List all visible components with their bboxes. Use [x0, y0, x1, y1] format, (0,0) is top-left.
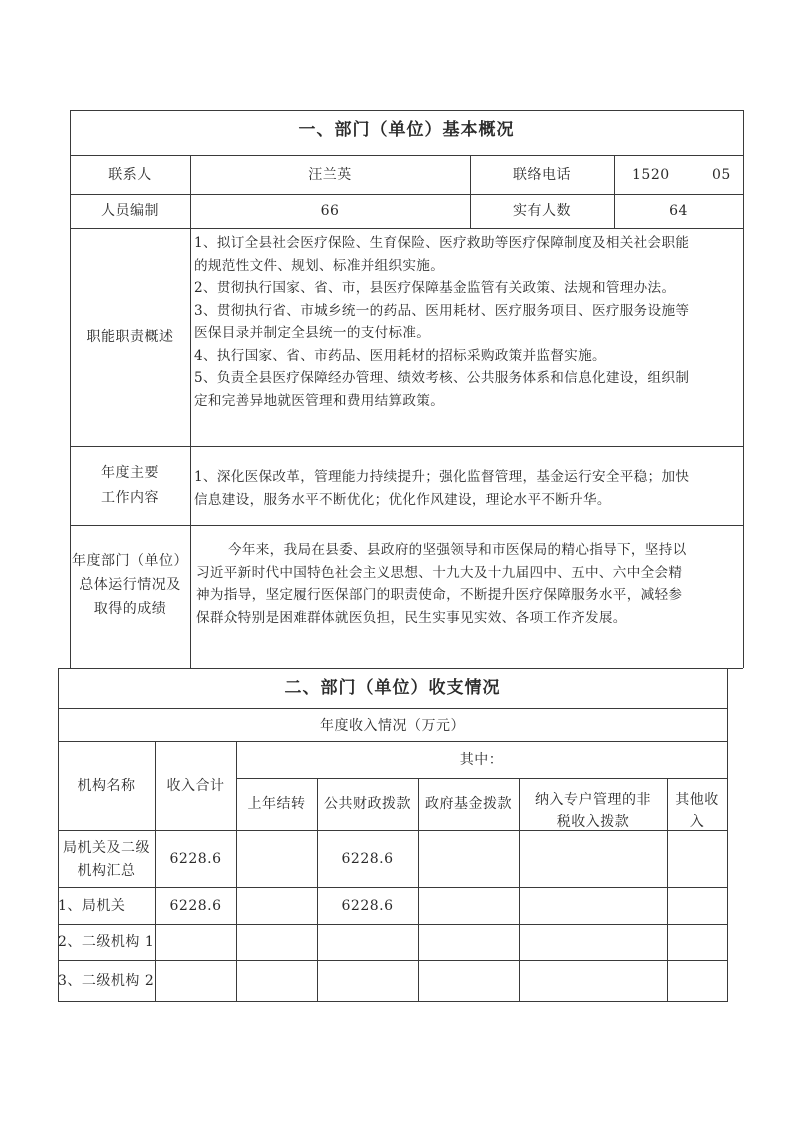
- contact-name: 汪兰英: [308, 166, 352, 183]
- section2-subtitle: 年度收入情况（万元）: [320, 718, 465, 734]
- header-of-which: 其中：: [459, 751, 504, 768]
- annual-work-label: 工作内容: [101, 490, 159, 506]
- header-gov-fund: 政府基金拨款: [425, 796, 512, 812]
- row-total: 6228.6: [169, 897, 222, 914]
- rule-col: [667, 778, 668, 1001]
- overall-text: [196, 539, 687, 629]
- header-prev-balance: 上年结转: [247, 796, 306, 812]
- phone-value: 1520: [632, 167, 670, 183]
- row-public-finance: 6228.6: [341, 850, 394, 867]
- rule: [58, 960, 727, 961]
- section2-title: 二、部门（单位）收支情况: [284, 678, 501, 698]
- header-public-finance: 公共财政拨款: [324, 796, 411, 812]
- row-name: 2、二级机构 1: [58, 934, 155, 950]
- duties-line: 定和完善异地就医管理和费用结算政策。: [194, 392, 445, 409]
- duties-line: 5、负责全县医疗保障经办管理、绩效考核、公共服务体系和信息化建设，组织制: [194, 370, 690, 386]
- rule-bottom: [58, 1001, 727, 1002]
- overall-label: 年度部门（单位）: [72, 553, 188, 569]
- header-org-name: 机构名称: [77, 777, 136, 794]
- overall-line: 保群众特别是困难群体就医负担，民生实事见实效、各项工作齐发展。: [196, 609, 627, 626]
- contact-label: 联系人: [108, 166, 152, 183]
- rule-col: [519, 778, 520, 1001]
- overall-line: 习近平新时代中国特色社会主义思想、十九大及十九届四中、五中、六中全会精: [196, 564, 683, 581]
- duties-line: 的规范性文件、规划、标准并组织实施。: [194, 257, 445, 274]
- header-other: 其他收: [675, 792, 719, 808]
- actual-value: 64: [669, 203, 688, 219]
- rule: [70, 446, 743, 447]
- row-name: 1、局机关: [58, 897, 126, 914]
- row-name: 机构汇总: [77, 863, 136, 879]
- row-public-finance: 6228.6: [341, 897, 394, 914]
- rule: [58, 924, 727, 925]
- overall-line: 神为指导，坚定履行医保部门的职责使命，不断提升医疗保障服务水平，减轻参: [196, 587, 683, 603]
- duties-label: 职能职责概述: [86, 329, 174, 345]
- phone-label: 联络电话: [513, 166, 571, 183]
- table-border-right: [743, 110, 744, 668]
- row-name: 3、二级机构 2: [58, 972, 155, 989]
- duties-line: 3、贯彻执行省、市城乡统一的药品、医用耗材、医疗服务项目、医疗服务设施等: [194, 302, 690, 319]
- annual-work-line: 1、深化医保改革，管理能力持续提升；强化监督管理，基金运行安全平稳；加快: [194, 469, 690, 485]
- overall-label: 总体运行情况及: [79, 577, 181, 593]
- overall-line: 今年来，我局在县委、县政府的坚强领导和市医保局的精心指导下，坚持以: [228, 542, 687, 558]
- staff-label: 人员编制: [101, 203, 159, 219]
- duties-line: 2、贯彻执行国家、省、市，县医疗保障基金监管有关政策、法规和管理办法。: [194, 280, 676, 296]
- staff-value: 66: [320, 203, 340, 219]
- duties-text: [194, 232, 689, 412]
- actual-label: 实有人数: [513, 203, 571, 219]
- rule: [70, 525, 743, 526]
- duties-line: 医保目录并制定全县统一的支付标准。: [194, 325, 431, 341]
- overall-label: 取得的成绩: [93, 601, 167, 617]
- header-non-tax: 税收入拨款: [556, 814, 630, 830]
- rule: [58, 668, 743, 669]
- section1-title: 一、部门（单位）基本概况: [298, 120, 515, 140]
- header-non-tax: 纳入专户管理的非: [535, 792, 651, 808]
- header-total: 收入合计: [166, 777, 225, 794]
- row-total: 6228.6: [169, 850, 222, 867]
- row-name: 局机关及二级: [63, 840, 150, 856]
- annual-work-line: 信息建设，服务水平不断优化；优化作风建设，理论水平不断升华。: [194, 491, 611, 508]
- rule-col: [190, 155, 191, 668]
- header-other: 入: [689, 814, 705, 830]
- annual-work-label: 年度主要: [101, 465, 159, 481]
- annual-work-text: [194, 466, 689, 511]
- rule-top: [70, 110, 743, 111]
- table2-border-right: [727, 668, 728, 1002]
- duties-line: 1、拟订全县社会医疗保险、生育保险、医疗救助等医疗保障制度及相关社会职能: [194, 235, 690, 251]
- rule: [58, 708, 727, 709]
- duties-line: 4、执行国家、省、市药品、医用耗材的招标采购政策并监督实施。: [194, 347, 606, 364]
- phone-value-end: 05: [712, 167, 731, 183]
